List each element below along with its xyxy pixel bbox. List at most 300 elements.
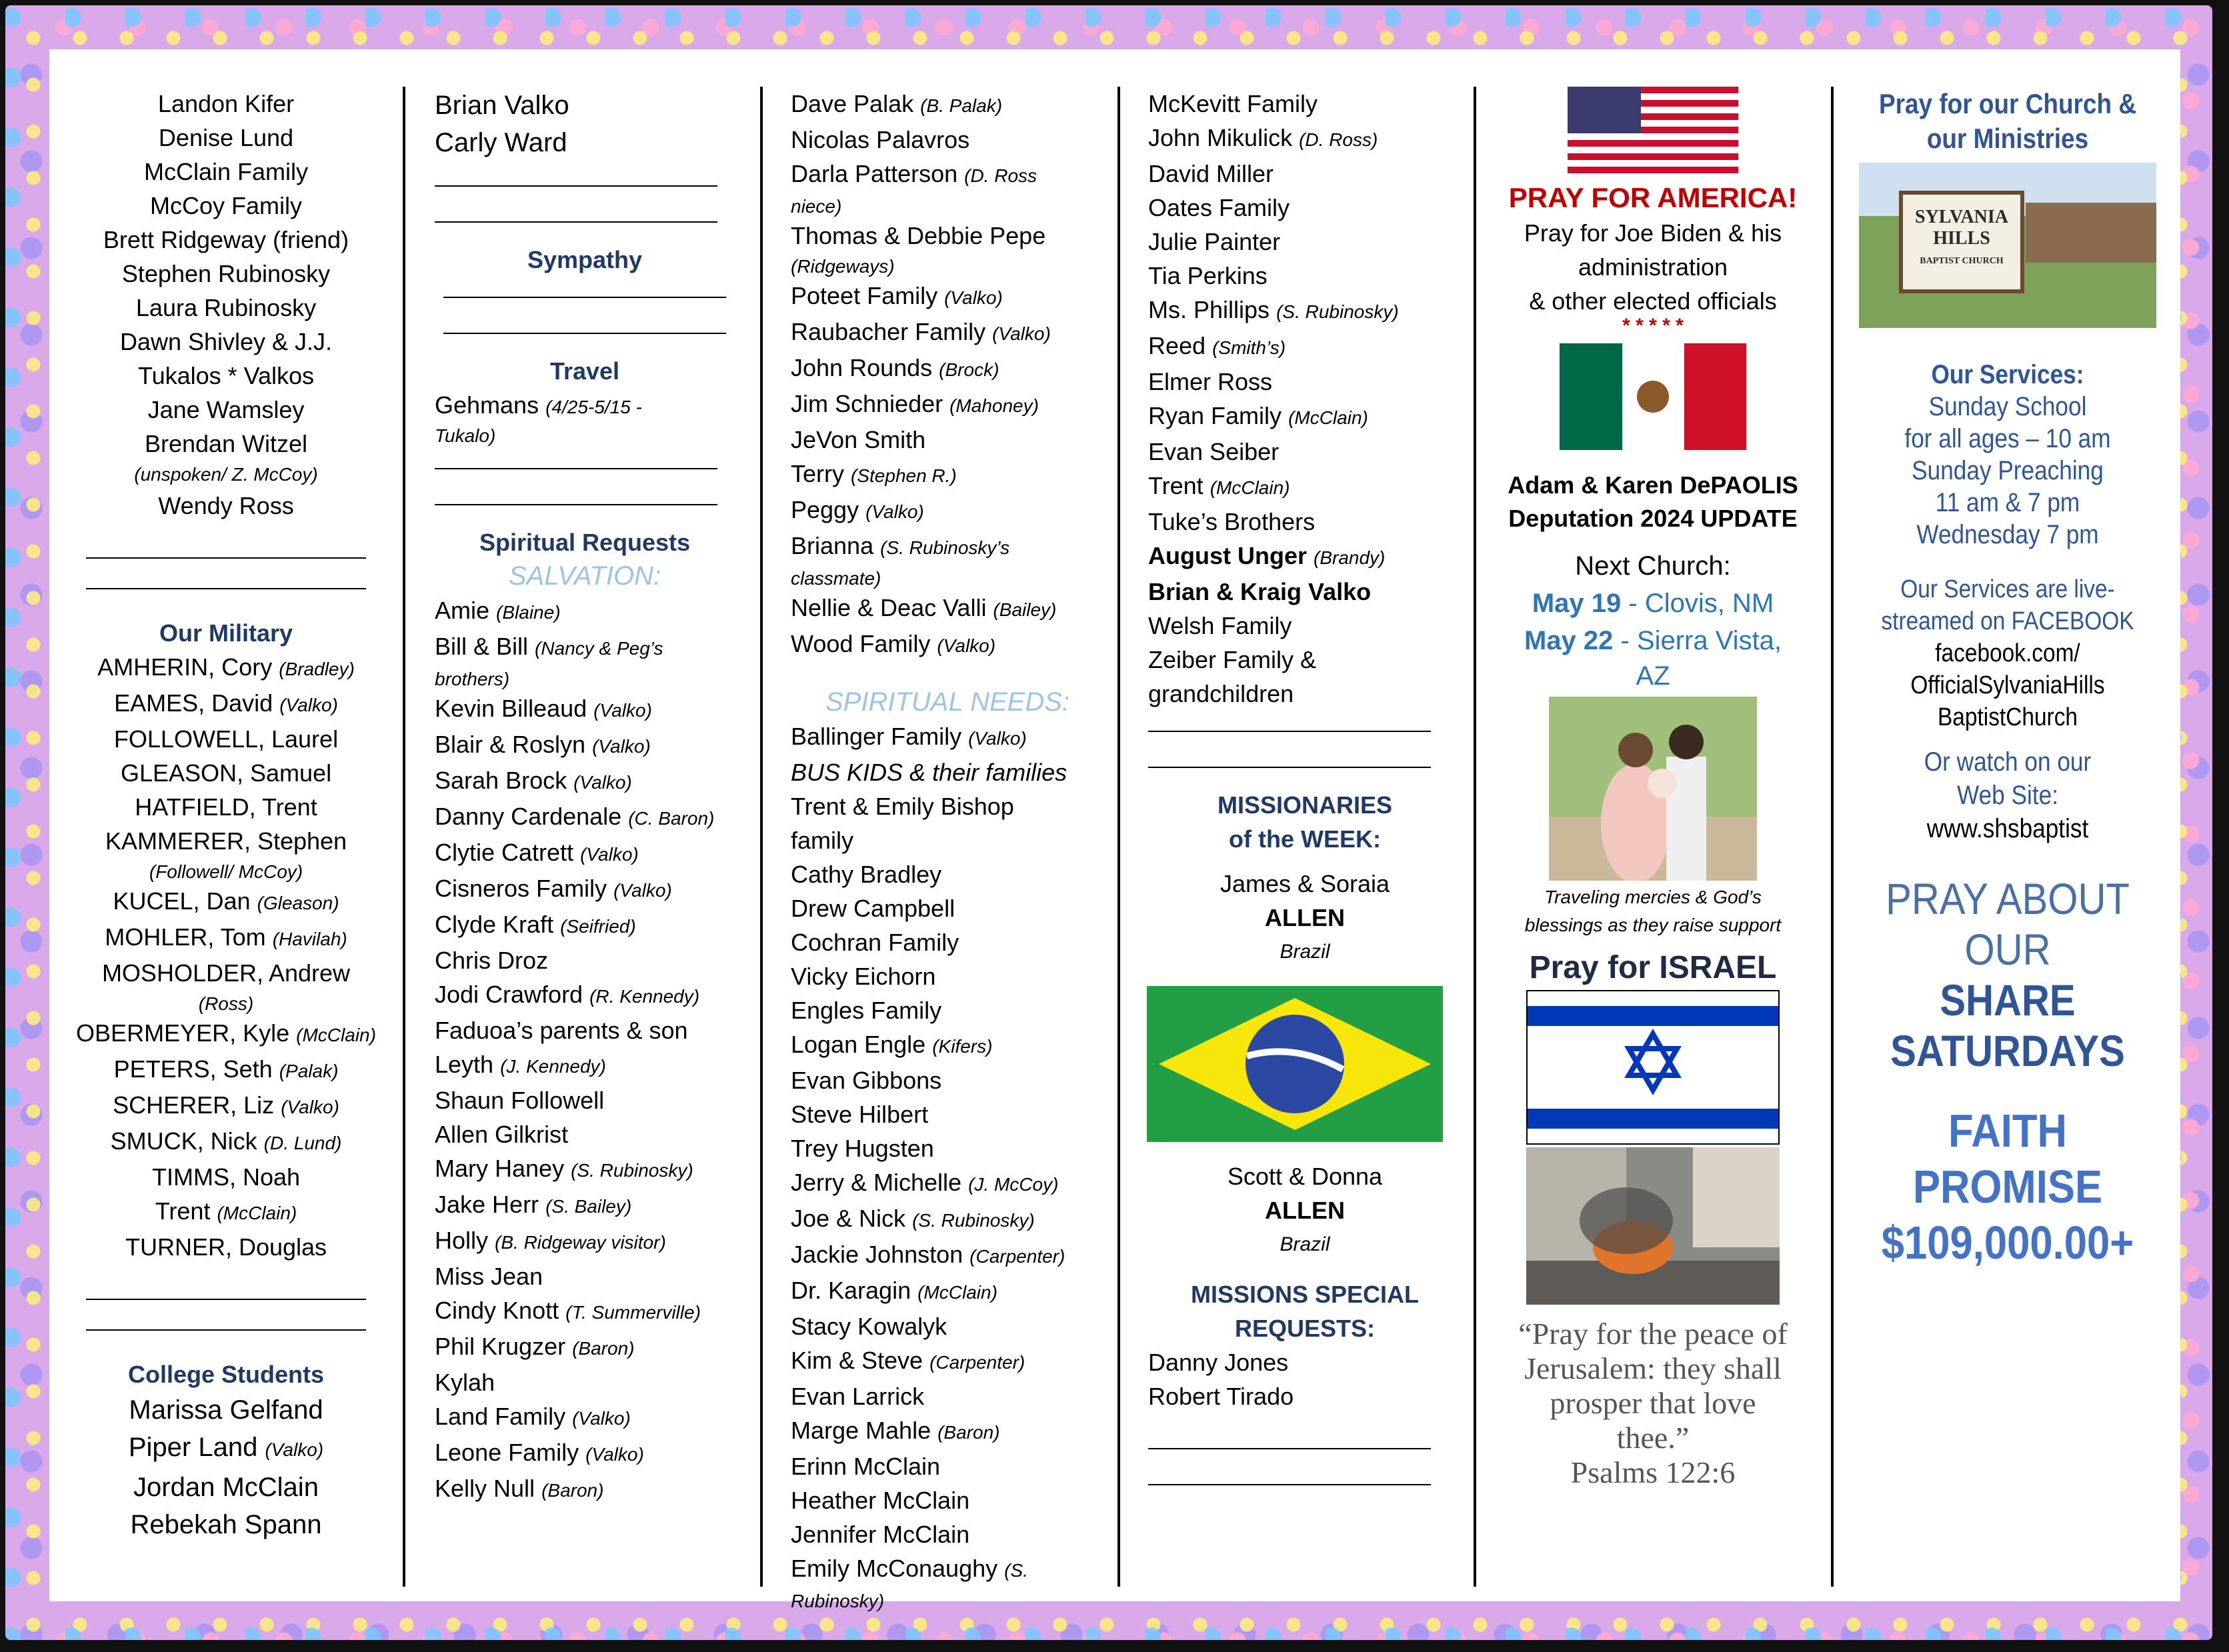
list-item-name: Faduoa’s parents & son [435,1017,688,1044]
list-item [791,1063,1104,1097]
list-item-name: Land Family [435,1403,566,1430]
list-item-note: (D. Ross) [1299,129,1378,150]
list-item-note: (Valko) [279,695,338,715]
list-item-note: (S. Rubinosky) [912,1210,1035,1231]
watch-text: Web Site: [1957,781,2058,810]
list-item [791,423,1104,457]
spiritual-heading: Spiritual Requests [479,529,691,556]
list-item-note: (Stephen R.) [851,465,957,486]
list-item: Carly Ward [435,128,567,157]
list-item [1148,293,1462,329]
missionaries-heading: MISSIONARIES [1217,791,1393,819]
list-item [69,1391,383,1429]
next-church-label: Next Church: [1575,551,1731,581]
list-item [69,650,383,686]
war-photo [1526,1147,1780,1305]
scripture-verse: Jerusalem: they shall [1524,1351,1782,1385]
list-item-name: BUS KIDS & their families [791,759,1067,786]
prayer-column-4 [1148,87,1462,1639]
list-item [1148,191,1462,225]
missionary-surname: ALLEN [1265,904,1345,931]
list-item-name: Ballinger Family [791,723,962,750]
list-item [791,123,1104,157]
list-item [791,1201,1104,1237]
list-item-name: Miss Jean [435,1263,543,1290]
list-item-name: Trent & Emily Bishop [791,793,1014,820]
list-item [69,1469,383,1506]
list-item-note: (Bailey) [993,599,1057,620]
list-item-name: PETERS, Seth [113,1055,273,1083]
list-item [1148,225,1462,259]
list-item-name: Trey Hugsten [791,1135,934,1162]
livestream-text: Our Services are live- [1900,575,2115,603]
list-item [791,1343,1104,1379]
list-item [1148,87,1462,121]
list-item-note: Rubinosky) [791,1591,885,1611]
list-item-note: (McClain) [917,1282,997,1303]
list-item-name: August Unger [1148,542,1307,569]
list-item-note: (S. Bailey) [545,1196,632,1217]
list-item-name: Heather McClain [791,1487,970,1514]
list-item-note: (Valko) [572,1408,631,1429]
list-item-name: Phil Krugzer [435,1333,566,1360]
list-item-name: JeVon Smith [791,426,926,453]
list-item-note: (Valko) [281,1097,339,1117]
list-item-name: Piper Land [128,1433,258,1462]
list-item: Denise Lund [158,124,294,151]
list-item [1148,121,1462,157]
list-item [69,1016,383,1052]
list-item-name: Cindy Knott [435,1297,559,1324]
list-item-name: Holly [435,1227,489,1254]
list-item [791,351,1104,387]
list-item-name: Cathy Bradley [791,861,942,888]
location: - Clovis, NM [1621,589,1774,618]
list-item-name: Chris Droz [435,947,549,974]
list-item [435,1223,735,1259]
list-item [69,1124,383,1160]
list-item-note: (Kifers) [932,1036,993,1057]
website-url[interactable]: www.shsbaptist [1926,814,2089,843]
list-item [435,691,735,727]
list-item [791,789,1104,823]
list-item-name: Oates Family [1148,194,1290,221]
list-item [791,823,1104,857]
list-item [435,1083,735,1117]
list-item-name: Shaun Followell [435,1087,605,1114]
list-item-note: (Palak) [279,1061,339,1081]
list-item-note: (Smith’s) [1212,337,1286,358]
list-item [69,956,383,990]
pray-about-text: PRAY ABOUT [1886,874,2130,923]
list-item [791,219,1104,253]
list-item-name: John Rounds [791,354,933,381]
list-item: Danny Jones [1148,1349,1289,1376]
list-item [435,1013,735,1047]
list-item [69,1052,383,1088]
list-item-note: (Valko) [592,736,651,757]
list-item [69,990,383,1016]
service-time: Sunday Preaching [1912,456,2104,485]
facebook-url: facebook.com/ [1935,639,2080,667]
list-item [791,1131,1104,1165]
list-item-note: (Carpenter) [929,1352,1025,1373]
list-item-note: (McClain) [217,1203,297,1223]
list-item-name: Kelly Null [435,1475,535,1502]
list-item-note: (D. Ross [964,165,1037,186]
list-item-note: (J. Kennedy) [500,1056,606,1077]
list-item [791,1517,1104,1551]
list-item-name: Marge Mahle [791,1417,931,1444]
mexico-flag [1560,343,1746,450]
scripture-reference: Psalms 122:6 [1570,1455,1736,1489]
list-item-note: (S. Rubinosky) [571,1160,693,1181]
list-item-name: TURNER, Douglas [125,1233,327,1261]
list-item: Brendan Witzel [144,430,308,457]
list-item [791,1483,1104,1517]
prayer-column-1 [69,87,383,1639]
list-item-note: (Valko) [968,728,1027,749]
list-item-name: KAMMERER, Stephen [105,827,347,855]
list-item [1148,157,1462,191]
list-item [791,627,1104,663]
list-item [791,959,1104,993]
list-item [69,790,383,824]
list-item [791,279,1104,315]
missionary-country: Brazil [1280,1233,1330,1255]
list-item: McCoy Family [149,192,302,219]
list-item-name: Evan Larrick [791,1383,925,1410]
list-item [791,1587,1104,1613]
list-item: Brett Ridgeway (friend) [103,226,349,253]
college-heading: College Students [127,1361,325,1388]
missionaries-heading: of the WEEK: [1229,825,1381,853]
list-item-name: Terry [791,460,844,487]
missionary-update-heading: Adam & Karen DePAOLIS [1508,471,1798,499]
list-item [791,1237,1104,1273]
list-item-note: (Valko) [265,1439,324,1460]
list-item [791,193,1104,219]
list-item-name: Nicolas Palavros [791,126,970,153]
list-item-note: (T. Summerville) [565,1302,701,1323]
list-item-name: Trent [155,1197,211,1225]
list-item [435,1187,735,1223]
column-divider [403,87,405,1587]
list-item-note: (Followell/ McCoy) [149,861,303,882]
list-item [791,857,1104,891]
list-item-name: Drew Campbell [791,895,955,922]
list-item-name: Zeiber Family & [1148,646,1317,673]
list-item-name: Poteet Family [791,282,938,309]
list-item-name: AMHERIN, Cory [97,653,273,681]
list-item-name: Danny Cardenale [435,803,622,830]
list-item [791,1027,1104,1063]
list-item [435,1329,735,1365]
list-item [435,1365,735,1399]
list-item [435,943,735,977]
list-item [791,1449,1104,1483]
list-item-name: Mary Haney [435,1155,565,1182]
list-item-name: Clyde Kraft [435,911,554,938]
list-item [791,755,1104,789]
spiritual-needs-heading: SPIRITUAL NEEDS: [825,687,1070,717]
list-item [435,1117,735,1151]
sign-text: SYLVANIA [1914,207,2009,227]
special-requests-heading: MISSIONS SPECIAL [1190,1281,1420,1308]
list-item-note: (S. [1004,1560,1028,1581]
list-item-note: (Valko) [865,501,924,522]
list-item: Dawn Shivley & J.J. [119,328,333,355]
list-item [791,719,1104,755]
list-item-note: (Baron) [572,1338,635,1359]
list-item-name: Leone Family [435,1439,579,1466]
faith-promise-text: PROMISE [1912,1161,2103,1213]
list-item [69,1088,383,1124]
special-requests-heading: REQUESTS: [1234,1315,1376,1342]
watch-text: Or watch on our [1924,747,2092,777]
brazil-flag [1147,986,1443,1142]
list-item-note: (Nancy & Peg’s [535,638,663,659]
column-divider [760,87,763,1587]
list-item-name: Brian & Kraig Valko [1148,578,1372,605]
list-item-name: grandchildren [1148,680,1294,707]
list-item-note: (McClain) [1210,477,1290,498]
list-item [435,871,735,907]
list-item: Jane Wamsley [147,396,305,423]
list-item-name: Brianna [791,532,874,559]
share-saturdays-text: SHARE [1940,975,2076,1025]
list-item-note: (Valko) [613,880,672,901]
list-item-name: Blair & Roslyn [435,731,586,758]
list-item-name: Ms. Phillips [1148,296,1270,323]
list-item [435,799,735,835]
list-item [791,315,1104,351]
list-item [1148,677,1462,711]
list-item-name: Jordan McClain [133,1473,319,1502]
list-item-name: Jodi Crawford [435,981,583,1008]
list-item-note: (Baron) [937,1422,1000,1443]
list-item: Wendy Ross [158,492,294,519]
list-item [69,884,383,920]
list-item-name: John Mikulick [1148,124,1293,151]
list-item-note: (Carpenter) [969,1246,1065,1267]
column-divider [1474,87,1476,1587]
list-item-note: classmate) [791,568,881,589]
list-item-name: SCHERER, Liz [113,1091,275,1119]
list-item [791,253,1104,279]
travel-note: Tukalo) [435,425,496,446]
list-item-note: (Valko) [573,772,632,793]
separator-stars: * * * * * [1622,315,1684,337]
column-divider [1118,87,1120,1587]
list-item [69,1194,383,1230]
list-item [791,157,1104,193]
list-item-name: OBERMEYER, Kyle [76,1019,290,1047]
list-item [69,1429,383,1469]
list-item-note: niece) [791,196,842,217]
church-info-column [1858,87,2158,1639]
list-item [435,629,735,665]
salvation-heading: SALVATION: [508,561,661,591]
list-item [791,1165,1104,1201]
list-item [435,727,735,763]
list-item-note: (Blaine) [496,602,561,623]
list-item-name: Marissa Gelfand [129,1395,323,1425]
list-item-name: Welsh Family [1148,612,1292,639]
pray-for-israel-heading: Pray for ISRAEL [1529,950,1777,985]
service-time: Sunday School [1928,392,2087,421]
list-item-note: (Brandy) [1314,547,1386,568]
list-item-name: Clytie Catrett [435,839,574,866]
list-item [435,1435,735,1471]
list-item-name: David Miller [1148,160,1274,187]
list-item [69,824,383,858]
prayer-text: administration [1578,253,1728,281]
usa-flag [1568,87,1738,173]
list-item-name: family [791,827,854,854]
list-item: Stephen Rubinosky [121,260,331,287]
pray-for-america-heading: PRAY FOR AMERICA! [1508,182,1798,213]
list-item-name: Stacy Kowalyk [791,1313,947,1340]
list-item-note: (R. Kennedy) [589,986,700,1007]
list-item [69,1506,383,1543]
list-item-name: Erinn McClain [791,1453,941,1480]
list-item-note: (C. Baron) [628,808,715,829]
list-item [791,529,1104,565]
photo-caption: blessings as they raise support [1524,915,1782,935]
list-item-note: (Valko) [937,635,996,656]
list-item-name: Kevin Billeaud [435,695,587,722]
list-item-name: Ryan Family [1148,402,1282,429]
list-item [1148,365,1462,399]
list-item-note: (Gleason) [257,893,339,913]
list-item: McClain Family [143,158,309,185]
list-item-note: (Mahoney) [949,395,1039,416]
list-item-name: Thomas & Debbie Pepe [791,222,1046,249]
list-item-note: (S. Rubinosky) [1276,301,1399,322]
list-item-note: (Bradley) [279,659,355,679]
military-heading: Our Military [159,619,293,647]
faith-promise-text: $109,000.00+ [1881,1217,2134,1269]
list-item-name: MOSHOLDER, Andrew [101,959,351,987]
travel-note: (4/25-5/15 - [545,397,642,417]
list-item-name: Nellie & Deac Valli [791,594,987,621]
list-item [435,907,735,943]
list-item-note: (Havilah) [272,929,347,949]
list-item-note: brothers) [435,669,510,689]
date: May 22 [1524,626,1614,655]
list-item [1148,259,1462,293]
list-item-name: Emily McConaughy [791,1555,998,1582]
list-item-name: Cisneros Family [435,875,607,902]
list-item-name: Jake Herr [435,1191,539,1218]
list-item [435,593,735,629]
list-item [791,1309,1104,1343]
list-item-name: Evan Gibbons [791,1067,942,1094]
prayer-column-3 [791,87,1104,1639]
travel-heading: Travel [549,357,620,385]
list-item [435,1047,735,1083]
church-heading: Pray for our Church & [1878,88,2137,119]
list-item [69,1230,383,1264]
list-item [1148,469,1462,505]
list-item-name: SMUCK, Nick [110,1127,257,1155]
list-item-note: (McClain) [296,1025,376,1045]
list-item-note: (Valko) [593,700,652,721]
list-item-name: Julie Painter [1148,228,1281,255]
list-item-note: (McClain) [1288,407,1368,428]
list-item-name: Bill & Bill [435,633,529,660]
list-item-note: (Brock) [939,359,999,380]
list-item [791,457,1104,493]
list-item-name: FOLLOWELL, Laurel [113,725,339,753]
list-item-name: Elmer Ross [1148,368,1273,395]
list-item-name: Cochran Family [791,929,959,956]
share-saturdays-text: SATURDAYS [1890,1026,2125,1075]
list-item [791,993,1104,1027]
list-item [1148,329,1462,365]
list-item [435,977,735,1013]
list-item-note: (S. Rubinosky’s [880,537,1010,558]
list-item-name: Allen Gilkrist [435,1121,569,1148]
list-item-name: Darla Patterson [791,160,958,187]
list-item-name: Wood Family [791,630,931,657]
facebook-url: BaptistChurch [1937,703,2078,731]
list-item-name: TIMMS, Noah [151,1163,301,1191]
israel-flag [1526,990,1780,1145]
list-item-name: Jennifer McClain [791,1521,970,1548]
list-item-name: Jerry & Michelle [791,1169,962,1196]
list-item [791,1551,1104,1587]
list-item [435,1399,735,1435]
list-item [791,925,1104,959]
list-item-name: Vicky Eichorn [791,963,936,990]
scripture-verse: prosper that love [1550,1386,1756,1420]
list-item-name: Engles Family [791,997,942,1024]
scripture-verse: “Pray for the peace of [1518,1317,1788,1351]
missionary-name: Scott & Donna [1227,1163,1383,1190]
list-item-note: (B. Palak) [920,95,1003,116]
list-item-name: Raubacher Family [791,318,986,345]
service-time: 11 am & 7 pm [1935,488,2080,517]
list-item-note: (Ross) [198,993,254,1014]
list-item [1148,643,1462,677]
note: (unspoken/ Z. McCoy) [134,464,318,485]
list-item [69,858,383,884]
america-israel-column [1496,87,1810,1639]
list-item-name: McKevitt Family [1148,90,1318,117]
list-item [435,665,735,691]
pray-about-text: OUR [1964,925,2051,974]
service-time: Wednesday 7 pm [1916,520,2099,549]
list-item [69,686,383,722]
list-item [69,722,383,756]
missionary-country: Brazil [1280,941,1330,963]
list-item-note: (D. Lund) [263,1133,342,1153]
list-item [435,1293,735,1329]
list-item-note: (Seifried) [560,916,636,937]
church-heading: our Ministries [1926,123,2089,154]
livestream-text: streamed on FACEBOOK [1881,607,2134,635]
list-item-name: Jackie Johnston [791,1241,963,1268]
column-divider [1831,87,1834,1587]
list-item-note: (Ridgeways) [791,256,895,277]
list-item-name: GLEASON, Samuel [120,759,332,787]
list-item-name: HATFIELD, Trent [135,793,317,821]
location: AZ [1636,661,1670,691]
bulletin-sheet [49,49,2180,1611]
list-item-name: Kylah [435,1369,495,1396]
